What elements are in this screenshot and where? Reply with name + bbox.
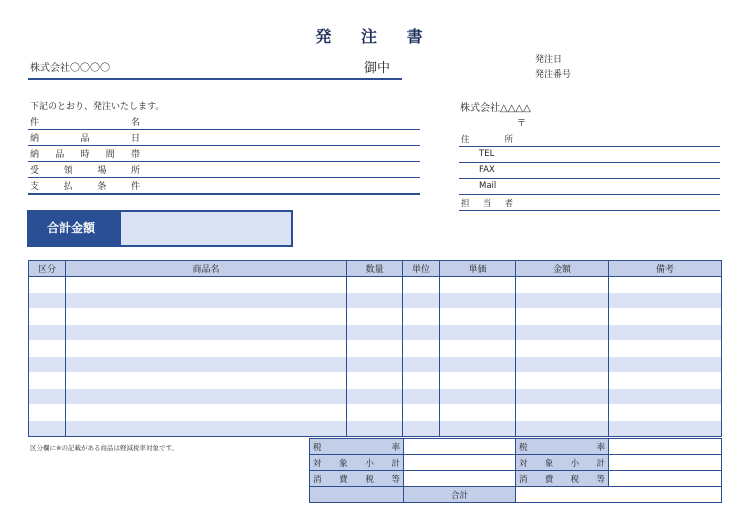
table-cell[interactable] [609,325,722,341]
table-cell[interactable] [440,421,516,437]
grand-total-label: 合計 [404,487,516,503]
table-cell[interactable] [440,309,516,325]
table-cell[interactable] [403,389,440,405]
supplier-row[interactable] [459,179,720,195]
table-cell[interactable] [516,389,609,405]
field-label: 担 当 者 [461,199,513,209]
total-amount-box[interactable] [27,210,293,247]
table-cell[interactable] [403,405,440,421]
table-row [29,405,722,421]
table-cell[interactable] [29,421,66,437]
column-header: 商品名 [66,261,347,277]
table-cell[interactable] [516,309,609,325]
table-cell[interactable] [609,341,722,357]
table-cell[interactable] [347,357,403,373]
table-cell[interactable] [403,421,440,437]
field-label: 税 率 [313,442,400,453]
table-row [29,325,722,341]
table-cell[interactable] [440,405,516,421]
order-info-bottom-rule [28,194,420,195]
column-header: 金額 [516,261,609,277]
tax-value-cell[interactable] [404,439,516,455]
field-label: Mail [479,181,497,191]
table-cell[interactable] [609,277,722,293]
field-label: 対 象 小 計 [313,458,400,469]
table-cell[interactable] [29,389,66,405]
table-cell[interactable] [609,421,722,437]
table-cell[interactable] [347,341,403,357]
column-header: 区分 [29,261,66,277]
postal-mark: 〒 [517,119,527,129]
field-label: 件 名 [30,118,140,128]
table-cell[interactable] [403,293,440,309]
table-cell[interactable] [29,373,66,389]
tax-label-cell [516,455,609,471]
table-cell[interactable] [516,325,609,341]
table-cell[interactable] [29,277,66,293]
table-cell[interactable] [29,405,66,421]
table-cell[interactable] [347,405,403,421]
recipient-honorific: 御中 [364,61,391,76]
order-info-row[interactable] [28,129,420,146]
table-cell[interactable] [609,389,722,405]
grand-total-row [310,487,516,503]
table-cell[interactable] [347,309,403,325]
field-label: 受 領 場 所 [30,166,140,176]
table-cell[interactable] [66,389,347,405]
tax-row [516,439,722,455]
field-label: 納 品 日 [30,134,140,144]
table-cell[interactable] [66,325,347,341]
tax-summary-right [515,438,722,503]
tax-label-cell [516,439,609,455]
table-cell[interactable] [403,341,440,357]
recipient-underline [28,78,402,80]
table-cell[interactable] [66,309,347,325]
reduced-tax-note: 区分欄に※の記載がある商品は軽減税率対象です。 [30,444,178,452]
order-info-row[interactable] [28,177,420,194]
supplier-row[interactable] [459,131,720,147]
order-info-row[interactable] [28,113,420,130]
table-row [29,341,722,357]
recipient-name: 株式会社〇〇〇〇 [30,63,110,74]
order-number-label: 発注番号 [535,70,572,80]
table-cell[interactable] [609,293,722,309]
field-label: 納 品 時 間 帯 [30,150,140,160]
tax-value-cell[interactable] [609,471,722,487]
tax-row [516,471,722,487]
table-cell[interactable] [440,293,516,309]
field-label: 対 象 小 計 [519,458,605,469]
document-title: 発 注 書 [315,27,435,46]
tax-label-cell [516,471,609,487]
table-cell[interactable] [403,277,440,293]
tax-value-cell[interactable] [404,455,516,471]
tax-value-cell[interactable] [404,471,516,487]
table-cell[interactable] [516,373,609,389]
table-cell[interactable] [66,341,347,357]
table-row [29,293,722,309]
table-cell[interactable] [66,293,347,309]
table-row [29,389,722,405]
table-row [29,357,722,373]
tax-label-cell [310,439,404,455]
table-cell[interactable] [516,405,609,421]
table-cell[interactable] [516,421,609,437]
table-cell[interactable] [29,341,66,357]
table-cell[interactable] [66,373,347,389]
table-cell[interactable] [403,373,440,389]
table-cell[interactable] [440,277,516,293]
tax-value-cell[interactable] [609,455,722,471]
field-label: TEL [479,149,495,159]
column-header: 単位 [403,261,440,277]
order-date-label: 発注日 [535,55,563,65]
table-row [29,421,722,437]
grand-total-value[interactable] [516,487,722,503]
items-header-row [29,261,722,277]
supplier-row[interactable] [459,163,720,179]
field-label: 住 所 [461,135,513,145]
table-cell[interactable] [29,293,66,309]
column-header: 単価 [440,261,516,277]
field-label: 消 費 税 等 [313,474,400,485]
table-cell[interactable] [347,325,403,341]
table-cell[interactable] [66,405,347,421]
table-cell[interactable] [403,309,440,325]
table-cell[interactable] [347,373,403,389]
table-cell[interactable] [516,341,609,357]
table-cell[interactable] [403,325,440,341]
table-cell[interactable] [66,357,347,373]
order-info-row[interactable] [28,161,420,178]
table-cell[interactable] [440,357,516,373]
table-cell[interactable] [440,373,516,389]
table-cell[interactable] [516,293,609,309]
tax-value-cell[interactable] [609,439,722,455]
table-cell[interactable] [609,405,722,421]
tax-summary-left [309,438,516,503]
table-cell[interactable] [440,341,516,357]
table-row [29,277,722,293]
tax-row [310,471,516,487]
field-label: 消 費 税 等 [519,474,605,485]
supplier-row[interactable] [459,195,720,211]
table-cell[interactable] [347,421,403,437]
tax-label-cell [310,471,404,487]
total-amount-label: 合計金額 [29,212,121,245]
field-label: 税 率 [519,442,605,453]
table-cell[interactable] [440,325,516,341]
table-cell[interactable] [609,309,722,325]
tax-row [310,455,516,471]
table-cell[interactable] [440,389,516,405]
field-label: 支 払 条 件 [30,182,140,192]
table-cell[interactable] [516,357,609,373]
table-row [29,373,722,389]
table-cell[interactable] [66,421,347,437]
grand-total-row [516,487,722,503]
table-cell[interactable] [347,293,403,309]
supplier-row[interactable] [459,147,720,163]
column-header: 数量 [347,261,403,277]
intro-text: 下記のとおり、発注いたします。 [30,102,165,112]
grand-total-spacer [310,487,404,503]
table-cell[interactable] [29,357,66,373]
items-table [28,260,722,437]
table-cell[interactable] [347,277,403,293]
table-cell[interactable] [516,277,609,293]
table-cell[interactable] [609,373,722,389]
column-header: 備考 [609,261,722,277]
table-cell[interactable] [609,357,722,373]
table-cell[interactable] [29,325,66,341]
table-cell[interactable] [403,357,440,373]
table-cell[interactable] [29,309,66,325]
table-cell[interactable] [347,389,403,405]
table-cell[interactable] [66,277,347,293]
tax-row [310,439,516,455]
table-row [29,309,722,325]
field-label: FAX [479,165,495,175]
tax-label-cell [310,455,404,471]
tax-row [516,455,722,471]
supplier-company: 株式会社△△△△ [460,103,531,114]
order-info-row[interactable] [28,145,420,162]
